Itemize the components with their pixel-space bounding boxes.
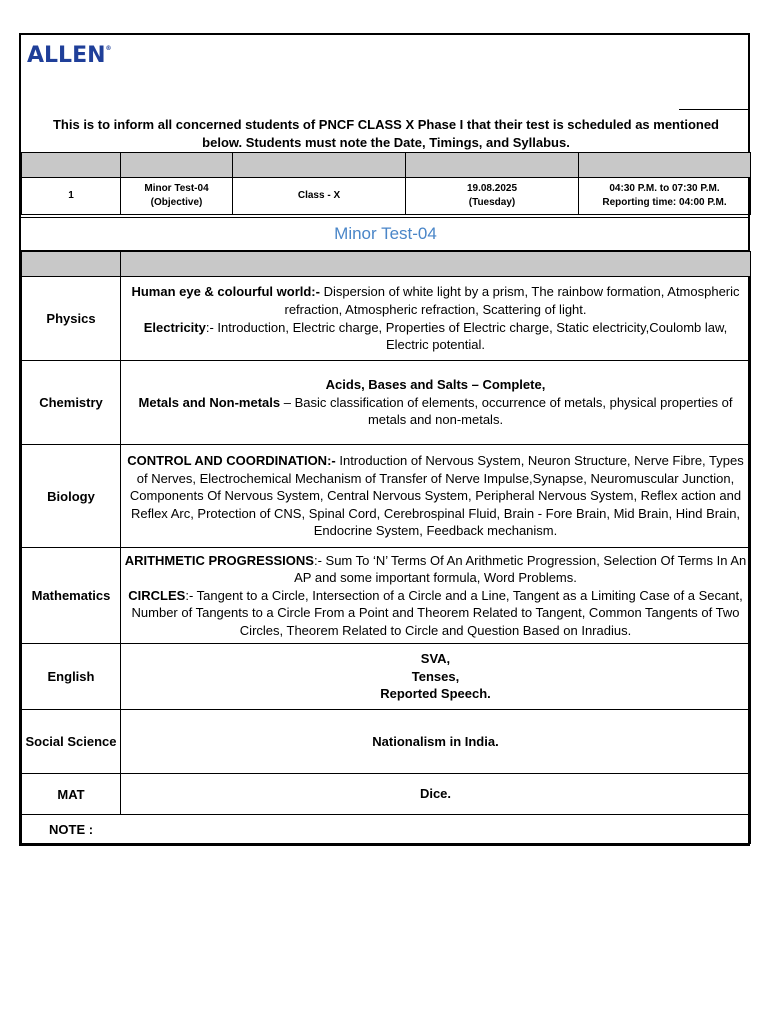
class-name: Class - X [233, 178, 406, 215]
syllabus-biology: CONTROL AND COORDINATION:- Introduction of Nervous System, Neuron Structure, Nerve Fibre, Types of Nerves, Electrochemical Mechanism of Transfer of Nerve Impulse,Synapse, Neuromuscular Junction, Components Of Nervous System, Central Nervous System, Peripheral Nervous System, Reflex action and Reflex Arc, Protection of CNS, Spinal Cord, Cerebrospinal Fluid, Brain - Fore Brain, Mid Brain, Hind Brain, Endocrine System, Feedback mechanism. [121, 445, 751, 548]
syllabus-english: SVA, Tenses, Reported Speech. [121, 644, 751, 710]
syllabus-header-row [22, 252, 751, 277]
syllabus-row-physics [22, 277, 751, 361]
notice-sheet [19, 33, 750, 846]
note-label: NOTE : [22, 815, 751, 844]
syllabus-row-biology [22, 445, 751, 548]
syllabus-physics: Human eye & colourful world:- Dispersion of white light by a prism, The rainbow formation, Atmospheric refraction, Atmospheric refraction, Scattering of light. Electricity:- Introduction, Electric charge, Properties of Electric charge, Static electricity,Coulomb law, Electric potential. [121, 277, 751, 361]
header-cell [233, 153, 406, 178]
signature-line [679, 109, 749, 110]
header-cell [22, 153, 121, 178]
subject-physics: Physics [22, 277, 121, 361]
subject-social-science: Social Science [22, 710, 121, 774]
subject-english: English [22, 644, 121, 710]
subject-chemistry: Chemistry [22, 361, 121, 445]
schedule-table [21, 152, 751, 215]
subject-mathematics: Mathematics [22, 548, 121, 644]
note-row [22, 815, 751, 844]
subject-mat: MAT [22, 774, 121, 815]
syllabus-chemistry: Acids, Bases and Salts – Complete, Metals and Non-metals – Basic classification of elements, occurrence of metals, physical properties of metals and non-metals. [121, 361, 751, 445]
notice-text: This is to inform all concerned students of PNCF CLASS X Phase I that their test is scheduled as mentioned below. Students must note the Date, Timings, and Syllabus. [52, 117, 719, 150]
syllabus-mathematics: ARITHMETIC PROGRESSIONS:- Sum To ‘N’ Terms Of An Arithmetic Progression, Selection Of Terms In An AP and some important formula, Word Problems. CIRCLES:- Tangent to a Circle, Intersection of a Circle and a Line, Tangent as a Limiting Case of a Secant, Number of Tangents to a Circle From a Point and Theorem Related to Tangent, Common Tangents of Two Circles, Theorem Related to Circle and Question Based on Inradius. [121, 548, 751, 644]
syllabus-row-social-science [22, 710, 751, 774]
schedule-row [22, 178, 751, 215]
syllabus-row-mathematics [22, 548, 751, 644]
serial-number: 1 [22, 178, 121, 215]
syllabus-table [21, 251, 751, 844]
header-cell [121, 252, 751, 277]
allen-logo: ALLEN® [27, 43, 112, 68]
syllabus-mat: Dice. [121, 774, 751, 815]
test-timing: 04:30 P.M. to 07:30 P.M. Reporting time: 04:00 P.M. [579, 178, 751, 215]
schedule-header-row [22, 153, 751, 178]
syllabus-row-english [22, 644, 751, 710]
syllabus-social-science: Nationalism in India. [121, 710, 751, 774]
test-name: Minor Test-04 (Objective) [121, 178, 233, 215]
header-cell [121, 153, 233, 178]
syllabus-row-mat [22, 774, 751, 815]
header-cell [22, 252, 121, 277]
header-cell [406, 153, 579, 178]
subject-biology: Biology [22, 445, 121, 548]
header-cell [579, 153, 751, 178]
test-date: 19.08.2025 (Tuesday) [406, 178, 579, 215]
syllabus-title: Minor Test-04 [21, 217, 750, 251]
syllabus-row-chemistry [22, 361, 751, 445]
